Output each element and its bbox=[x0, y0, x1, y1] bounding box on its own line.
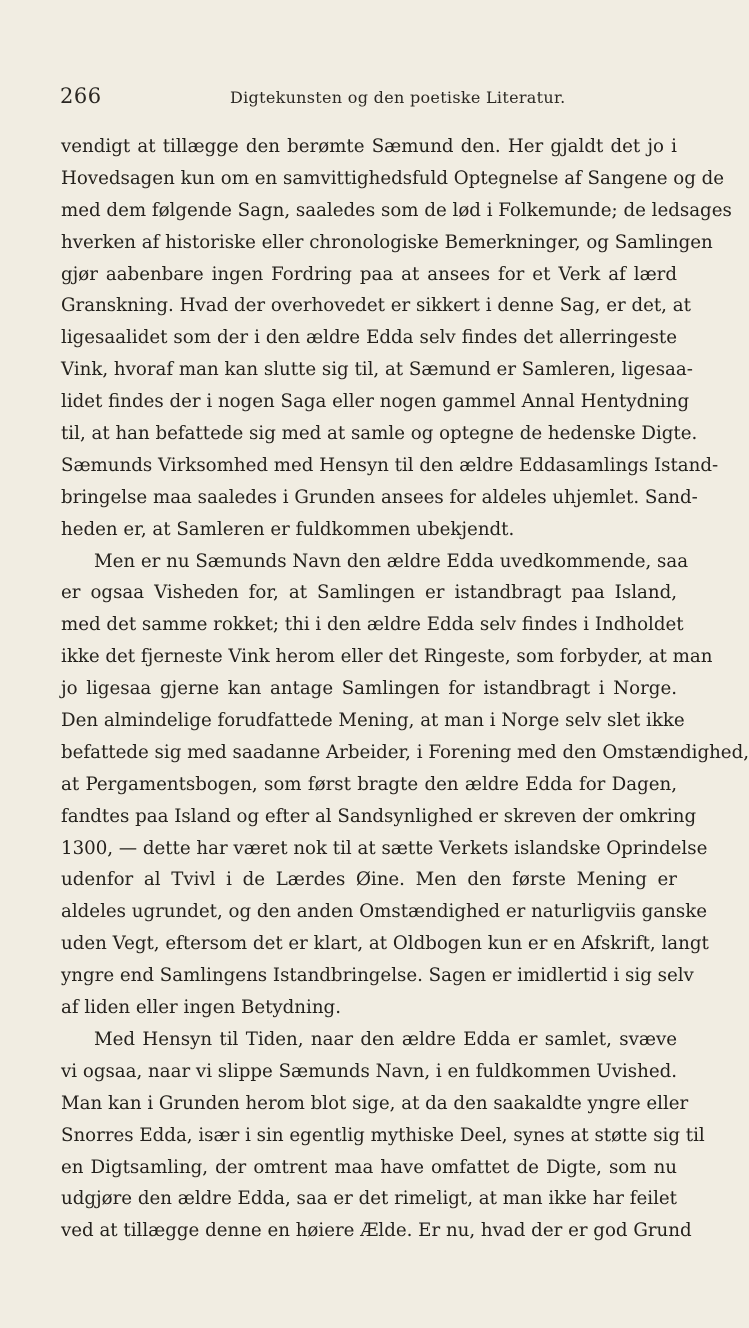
text-line: Granskning. Hvad der overhovedet er sikkert i denne Sag, er det, at bbox=[61, 295, 691, 317]
text-line: til, at han befattede sig med at samle og optegne de hedenske Digte. bbox=[61, 423, 698, 445]
text-line: af liden eller ingen Betydning. bbox=[61, 997, 341, 1019]
text-line: Men er nu Sæmunds Navn den ældre Edda uvedkommende, saa bbox=[94, 550, 689, 572]
text-line: udenfor al Tvivl i de Lærdes Øine. Men den første Mening er bbox=[61, 869, 677, 891]
text-line: ikke det fjerneste Vink herom eller det Ringeste, som forbyder, at man bbox=[61, 646, 713, 668]
text-line: Hovedsagen kun om en samvittighedsfuld Optegnelse af Sangene og de bbox=[61, 167, 725, 189]
text-line: Med Hensyn til Tiden, naar den ældre Edda er samlet, svæve bbox=[94, 1028, 677, 1050]
text-line: jo ligesaa gjerne kan antage Samlingen for istandbragt i Norge. bbox=[61, 678, 677, 700]
running-title: Digtekunsten og den poetiske Literatur. bbox=[230, 88, 566, 107]
text-line: aldeles ugrundet, og den anden Omstændighed er naturligviis ganske bbox=[61, 901, 707, 923]
text-line: Vink, hvoraf man kan slutte sig til, at Sæmund er Samleren, ligesaa- bbox=[61, 359, 693, 381]
page-header bbox=[60, 84, 678, 114]
text-line: hverken af historiske eller chronologiske Bemerkninger, og Samlingen bbox=[61, 231, 713, 253]
text-line: bringelse maa saaledes i Grunden ansees for aldeles uhjemlet. Sand- bbox=[61, 486, 698, 508]
text-line: vendigt at tillægge den berømte Sæmund den. Her gjaldt det jo i bbox=[61, 136, 677, 157]
text-line: yngre end Samlingens Istandbringelse. Sagen er imidlertid i sig selv bbox=[61, 965, 694, 987]
text-line: vi ogsaa, naar vi slippe Sæmunds Navn, i en fuldkommen Uvished. bbox=[61, 1060, 678, 1082]
page-number: 266 bbox=[60, 84, 102, 108]
text-line: gjør aabenbare ingen Fordring paa at ansees for et Verk af lærd bbox=[61, 263, 677, 285]
text-line: udgjøre den ældre Edda, saa er det rimeligt, at man ikke har feilet bbox=[61, 1188, 677, 1210]
text-line: lidet findes der i nogen Saga eller nogen gammel Annal Hentydning bbox=[61, 391, 690, 413]
text-line: at Pergamentsbogen, som først bragte den ældre Edda for Dagen, bbox=[61, 773, 677, 795]
text-line: fandtes paa Island og efter al Sandsynlighed er skreven der omkring bbox=[61, 805, 697, 827]
text-line: Snorres Edda, især i sin egentlig mythiske Deel, synes at støtte sig til bbox=[61, 1124, 705, 1146]
text-line: heden er, at Samleren er fuldkommen ubekjendt. bbox=[61, 518, 515, 540]
text-line: med dem følgende Sagn, saaledes som de lød i Folkemunde; de ledsages bbox=[61, 199, 732, 221]
text-line: en Digtsamling, der omtrent maa have omfattet de Digte, som nu bbox=[61, 1156, 677, 1178]
text-line: Sæmunds Virksomhed med Hensyn til den ældre Eddasamlings Istand- bbox=[61, 454, 719, 476]
body-text bbox=[61, 131, 749, 1247]
text-line: Man kan i Grunden herom blot sige, at da den saakaldte yngre eller bbox=[61, 1092, 689, 1114]
text-line: ved at tillægge denne en høiere Ælde. Er nu, hvad der er god Grund bbox=[61, 1220, 692, 1242]
text-line: er ogsaa Visheden for, at Samlingen er istandbragt paa Island, bbox=[61, 582, 677, 604]
text-line: med det samme rokket; thi i den ældre Edda selv findes i Indholdet bbox=[61, 614, 684, 636]
text-line: ligesaalidet som der i den ældre Edda selv findes det allerringeste bbox=[61, 327, 677, 349]
text-line: 1300, — dette har været nok til at sætte Verkets islandske Oprindelse bbox=[61, 837, 708, 859]
text-line: befattede sig med saadanne Arbeider, i Forening med den Omstændighed, bbox=[61, 741, 749, 763]
text-line: Den almindelige forudfattede Mening, at man i Norge selv slet ikke bbox=[61, 710, 685, 732]
text-line: uden Vegt, eftersom det er klart, at Oldbogen kun er en Afskrift, langt bbox=[61, 933, 709, 955]
